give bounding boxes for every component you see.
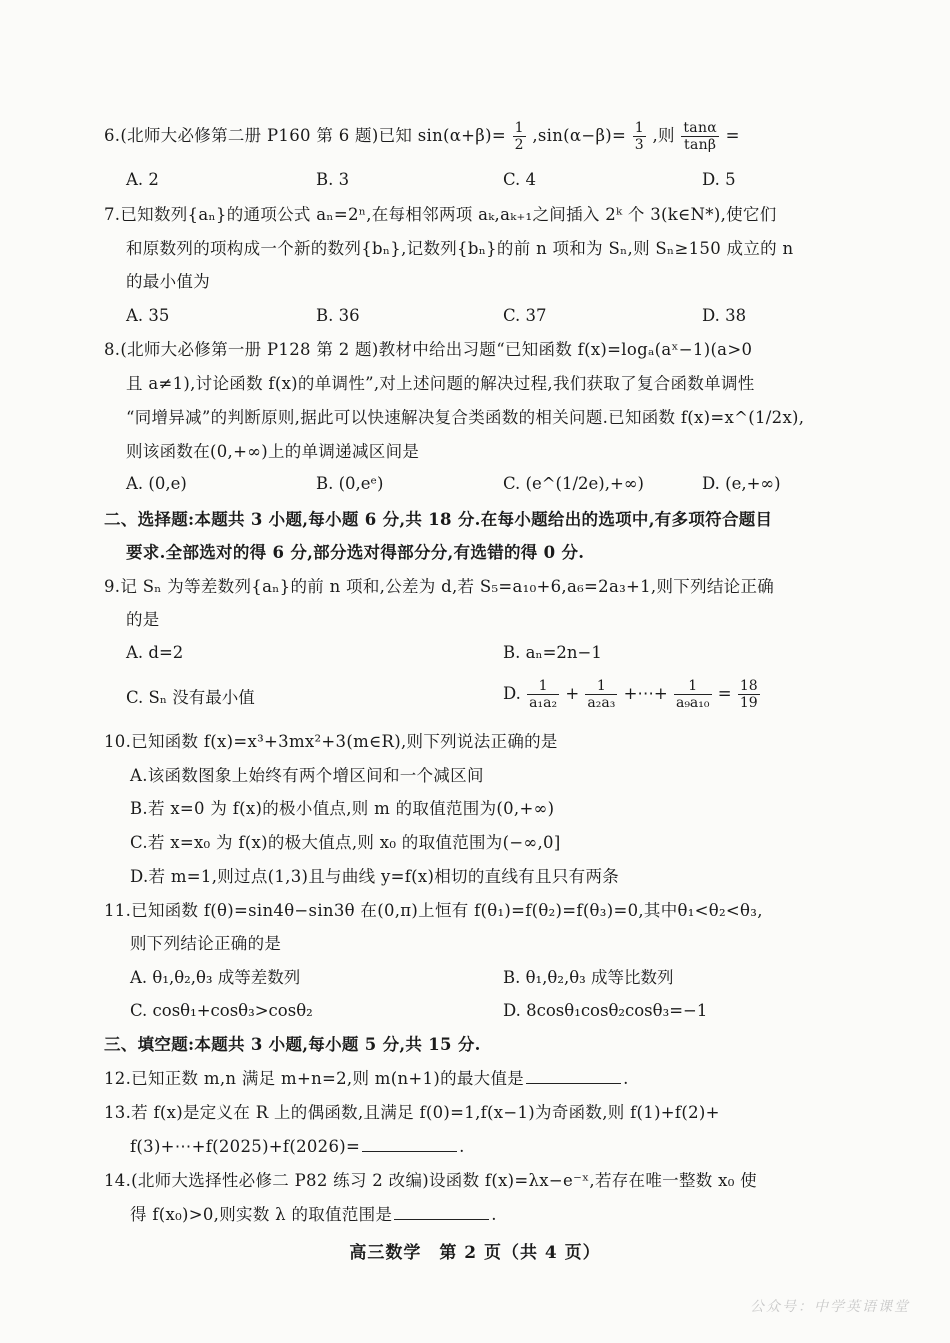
section-2-heading: 二、选择题:本题共 3 小题,每小题 6 分,共 18 分.在每小题给出的选项中,有多项符合题目	[104, 510, 773, 529]
q9-line-2: 的是	[126, 610, 160, 629]
q13-period: .	[459, 1137, 465, 1156]
q6-stem	[104, 120, 740, 153]
section-3-heading: 三、填空题:本题共 3 小题,每小题 5 分,共 15 分.	[104, 1035, 481, 1054]
q7-line-2: 和原数列的项构成一个新的数列{bₙ},记数列{bₙ}的前 n 项和为 Sₙ,则 Sₙ≥150 成立的 n	[126, 239, 794, 258]
q9-option-d	[503, 678, 761, 711]
q6-option-c: C. 4	[503, 170, 537, 189]
q11-option-a: A. θ₁,θ₂,θ₃ 成等差数列	[130, 968, 301, 987]
q8-option-b: B. (0,eᵉ)	[316, 474, 384, 493]
q6-option-b: B. 3	[316, 170, 350, 189]
q6-frac-2: $\frac{1}{3}$	[634, 120, 644, 153]
q9-frac-1: $\frac{1}{\text{a₁a₂}}$	[529, 678, 558, 711]
q9-eq: =	[717, 684, 732, 703]
q10-option-a: A.该函数图象上始终有两个增区间和一个减区间	[130, 766, 484, 785]
watermark: 公众号：中学英语课堂	[750, 1299, 910, 1315]
q8-line-2: 且 a≠1),讨论函数 f(x)的单调性”,对上述问题的解决过程,我们获取了复合函数单调性	[126, 374, 755, 393]
q14-line-1: 14.(北师大选择性必修二 P82 练习 2 改编)设函数 f(x)=λx−e⁻ˣ,若存在唯一整数 x₀ 使	[104, 1171, 757, 1190]
q7-option-a: A. 35	[126, 306, 170, 325]
q13-line-2	[130, 1135, 465, 1159]
q10-line-1: 10.已知函数 f(x)=x³+3mx²+3(m∈R),则下列说法正确的是	[104, 732, 558, 751]
q11-option-d: D. 8cosθ₁cosθ₂cosθ₃=−1	[503, 1001, 708, 1020]
q9-frac-3: $\frac{1}{\text{a₉a₁₀}}$	[675, 678, 710, 711]
q8-line-4: 则该函数在(0,+∞)上的单调递减区间是	[126, 442, 420, 461]
section-2-note: 要求.全部选对的得 6 分,部分选对得部分分,有选错的得 0 分.	[126, 543, 585, 562]
q10-option-b: B.若 x=0 为 f(x)的极小值点,则 m 的取值范围为(0,+∞)	[130, 799, 555, 818]
page-footer: 高三数学 第 2 页（共 4 页）	[349, 1243, 601, 1263]
q6-text-3: ,则	[652, 126, 675, 145]
q9-dots: +⋯+	[623, 684, 668, 703]
q7-line-3: 的最小值为	[126, 272, 210, 291]
q9-frac-result: $\frac{18}{19}$	[739, 678, 758, 711]
q6-option-a: A. 2	[126, 170, 159, 189]
q11-line-1: 11.已知函数 f(θ)=sin4θ−sin3θ 在(0,π)上恒有 f(θ₁)=f(θ₂)=f(θ₃)=0,其中θ₁<θ₂<θ₃,	[104, 901, 763, 920]
q8-option-a: A. (0,e)	[126, 474, 187, 493]
q9-d-prefix: D.	[503, 684, 521, 703]
q13-answer-blank[interactable]	[362, 1135, 457, 1152]
q8-option-c: C. (e^(1/2e),+∞)	[503, 474, 644, 493]
q11-option-c: C. cosθ₁+cosθ₃>cosθ₂	[130, 1001, 313, 1020]
q14-answer-blank[interactable]	[394, 1203, 489, 1220]
q12-text: 12.已知正数 m,n 满足 m+n=2,则 m(n+1)的最大值是	[104, 1069, 525, 1088]
q12-line	[104, 1067, 629, 1091]
q12-period: .	[623, 1069, 629, 1088]
q8-line-1: 8.(北师大必修第一册 P128 第 2 题)教材中给出习题“已知函数 f(x)=logₐ(aˣ−1)(a>0	[104, 340, 753, 359]
q6-frac-3: $\frac{\tan\alpha}{\tan\beta}$	[683, 120, 718, 153]
q7-option-d: D. 38	[702, 306, 747, 325]
q14-line-2	[130, 1203, 497, 1227]
q6-option-d: D. 5	[702, 170, 736, 189]
q9-plus: +	[565, 684, 580, 703]
q9-option-a: A. d=2	[126, 643, 184, 662]
q9-line-1: 9.记 Sₙ 为等差数列{aₙ}的前 n 项和,公差为 d,若 S₅=a₁₀+6,a₆=2a₃+1,则下列结论正确	[104, 577, 775, 596]
q13-line-1: 13.若 f(x)是定义在 R 上的偶函数,且满足 f(0)=1,f(x−1)为奇函数,则 f(1)+f(2)+	[104, 1103, 720, 1122]
q11-line-2: 则下列结论正确的是	[130, 934, 282, 953]
q9-frac-2: $\frac{1}{\text{a₂a₃}}$	[587, 678, 616, 711]
q6-frac-1: $\frac{1}{2}$	[514, 120, 524, 153]
q11-option-b: B. θ₁,θ₂,θ₃ 成等比数列	[503, 968, 674, 987]
q12-answer-blank[interactable]	[526, 1067, 621, 1084]
q13-text: f(3)+⋯+f(2025)+f(2026)=	[130, 1137, 361, 1156]
q8-line-3: “同增异减”的判断原则,据此可以快速解决复合类函数的相关问题.已知函数 f(x)=x^(1/2x),	[126, 408, 805, 427]
q6-text-1: 6.(北师大必修第二册 P160 第 6 题)已知 sin(α+β)=	[104, 126, 507, 145]
q6-eq: =	[725, 126, 740, 145]
q9-option-c: C. Sₙ 没有最小值	[126, 688, 255, 707]
q14-period: .	[491, 1205, 497, 1224]
q7-line-1: 7.已知数列{aₙ}的通项公式 aₙ=2ⁿ,在每相邻两项 aₖ,aₖ₊₁之间插入 2ᵏ 个 3(k∈N*),使它们	[104, 205, 777, 224]
q8-option-d: D. (e,+∞)	[702, 474, 781, 493]
q10-option-c: C.若 x=x₀ 为 f(x)的极大值点,则 x₀ 的取值范围为(−∞,0]	[130, 833, 561, 852]
q7-option-b: B. 36	[316, 306, 360, 325]
q6-text-2: ,sin(α−β)=	[532, 126, 627, 145]
q7-option-c: C. 37	[503, 306, 547, 325]
q9-option-b: B. aₙ=2n−1	[503, 643, 602, 662]
q10-option-d: D.若 m=1,则过点(1,3)且与曲线 y=f(x)相切的直线有且只有两条	[130, 867, 620, 886]
q14-text: 得 f(x₀)>0,则实数 λ 的取值范围是	[130, 1205, 393, 1224]
